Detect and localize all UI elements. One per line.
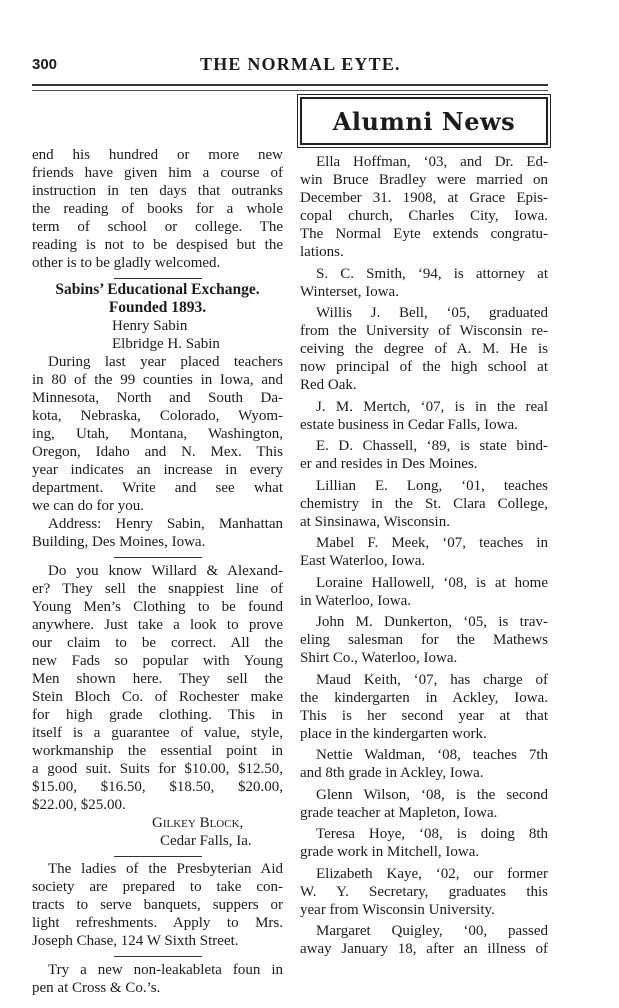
proprietor-names [32,317,283,353]
text-line: S. C. Smith, ‘94, is attorney at [316,265,548,282]
text-line: er? They sell the snappiest line of [32,580,283,597]
paragraph [300,398,548,434]
paragraph [300,786,548,822]
section-divider [114,856,202,857]
text-line: The Normal Eyte extends congratu- [300,226,548,242]
paragraph [300,265,548,301]
text-line: reading is not to be despised but the [32,237,283,253]
text-line: Elbridge H. Sabin [112,336,220,352]
text-line: estate business in Cedar Falls, Iowa. [300,416,518,433]
paragraph [32,515,283,551]
text-line: Do you know Willard & Alexand- [48,562,283,579]
text-line: $22.00, $25.00. [32,796,126,813]
paragraph [32,961,283,997]
paragraph [300,574,548,610]
text-line: This is her second year at that [300,707,548,724]
paragraph [32,562,283,814]
page-number: 300 [32,56,58,73]
section-heading [32,281,283,317]
text-line: now principal of the high school at [300,359,548,375]
text-line: Founded 1893. [108,299,207,316]
text-line: Address: Henry Sabin, Manhattan [48,516,283,532]
text-line: grade teacher at Mapleton, Iowa. [300,804,498,821]
text-line: Stein Bloch Co. of Rochester make [32,688,283,705]
text-line: The ladies of the Presbyterian Aid [48,861,283,877]
text-line: department. Write and see what [32,480,283,496]
alumni-news-heading: Alumni News [332,106,516,136]
text-line: East Waterloo, Iowa. [300,553,426,569]
text-line: chemistry in the St. Clara College, [300,495,548,512]
text-line: Maud Keith, ‘07, has charge of [316,671,548,688]
section-divider [114,557,202,558]
text-line: society are prepared to take con- [32,879,283,895]
text-line: away January 18, after an illness of [300,941,548,957]
text-line: Men shown here. They sell the [32,670,283,687]
text-line: at Sinsinawa, Wisconsin. [300,513,450,530]
text-line: J. M. Mertch, ‘07, is in the real [316,398,548,415]
text-line: copal church, Charles City, Iowa. [300,208,548,224]
text-line: December 31. 1908, at Grace Epis- [300,190,548,206]
paragraph [300,477,548,531]
text-line: Shirt Co., Waterloo, Iowa. [300,650,458,666]
text-line: instruction in ten days that outranks [32,183,283,199]
text-line: the reading of books for a whole [32,201,283,217]
text-line: workmanship the essential point in [32,742,283,759]
text-line: from the University of Wisconsin re- [300,323,548,339]
text-line: Winterset, Iowa. [300,283,399,300]
text-line: Young Men’s Clothing to be found [32,598,283,615]
text-line: in Waterloo, Iowa. [300,592,411,609]
text-line: new Fads so popular with Young [32,652,283,669]
text-line: ing, Utah, Montana, Washington, [32,426,283,442]
text-line: end his hundred or more new [32,147,283,163]
text-line: ceiving the degree of A. M. He is [300,341,548,357]
text-line: Lillian E. Long, ‘01, teaches [316,477,548,494]
paragraph [300,534,548,570]
text-line: Willis J. Bell, ‘05, graduated [316,305,548,321]
text-line: lations. [300,244,344,260]
text-line: Ella Hoffman, ‘03, and Dr. Ed- [316,154,548,170]
text-line: the kindergarten in Ackley, Iowa. [300,689,548,706]
text-line: er and resides in Des Moines. [300,456,478,472]
text-line: and 8th grade in Ackley, Iowa. [300,765,484,781]
header-double-rule [32,84,548,91]
text-line: year from Wisconsin University. [300,901,495,918]
alumni-news-heading-box [300,97,548,145]
text-line: anywhere. Just take a look to prove [32,616,283,633]
paragraph [300,922,548,958]
text-line: friends have given him a course of [32,165,283,181]
text-line: Joseph Chase, 124 W Sixth Street. [32,933,239,949]
text-line: Red Oak. [300,377,357,393]
paragraph [300,437,548,473]
text-line: pen at Cross & Co.’s. [32,979,161,996]
text-line: kota, Nebraska, Colorado, Wyom- [32,408,283,424]
paragraph [300,304,548,394]
paragraph [300,613,548,667]
text-line: in 80 of the 99 counties in Iowa, and [32,372,283,388]
text-line: Sabins’ Educational Exchange. [55,281,260,298]
paragraph [32,860,283,950]
text-line: During last year placed teachers [48,354,283,370]
running-title: THE NORMAL EYTE. [200,54,401,74]
text-line: Building, Des Moines, Iowa. [32,534,206,550]
text-line: win Bruce Bradley were married on [300,172,548,188]
text-line: Henry Sabin [112,318,188,334]
text-line: Minnesota, North and South Da- [32,390,283,406]
text-line: Nettie Waldman, ‘08, teaches 7th [316,747,548,763]
text-line: W. Y. Secretary, graduates this [300,883,548,900]
text-line: $15.00, $16.50, $18.50, $20.00, [32,778,283,795]
right-column [300,153,548,958]
text-line: Mabel F. Meek, ‘07, teaches in [316,535,548,551]
ad-signature [32,814,283,850]
section-divider [114,278,202,279]
text-line: for high grade clothing. This in [32,706,283,723]
text-line: tracts to serve banquets, suppers or [32,897,283,913]
text-line: place in the kindergarten work. [300,725,487,742]
paragraph [32,146,283,272]
text-line: itself is a guarantee of value, style, [32,724,283,741]
text-line: light refreshments. Apply to Mrs. [32,915,283,931]
text-line: Gilkey Block, [152,814,244,831]
text-line: Oregon, Idaho and N. Mex. This [32,444,283,460]
text-line: E. D. Chassell, ‘89, is state bind- [316,438,548,454]
text-line: Glenn Wilson, ‘08, is the second [316,786,548,803]
text-line: Cedar Falls, Ia. [160,832,252,849]
text-line: Loraine Hallowell, ‘08, is at home [316,574,548,591]
text-line: term of school or college. The [32,219,283,235]
paragraph [300,153,548,261]
text-line: our claim to be correct. All the [32,634,283,651]
paragraph [300,825,548,861]
paragraph [300,865,548,919]
text-line: eling salesman for the Mathews [300,632,548,648]
text-line: Teresa Hoye, ‘08, is doing 8th [316,826,548,842]
paragraph [32,353,283,515]
text-line: Elizabeth Kaye, ‘02, our former [316,865,548,882]
text-line: John M. Dunkerton, ‘05, is trav- [316,614,548,630]
text-line: other is to be gladly welcomed. [32,255,221,271]
text-line: we can do for you. [32,498,145,514]
text-line: grade work in Mitchell, Iowa. [300,844,480,860]
text-line: year indicates an increase in every [32,462,283,478]
text-line: a good suit. Suits for $10.00, $12.50, [32,760,283,777]
section-divider [114,956,202,957]
text-line: Try a new non-leakableta foun in [48,961,283,978]
text-line: Margaret Quigley, ‘00, passed [316,923,548,939]
paragraph [300,746,548,782]
paragraph [300,671,548,743]
left-column [32,146,283,997]
